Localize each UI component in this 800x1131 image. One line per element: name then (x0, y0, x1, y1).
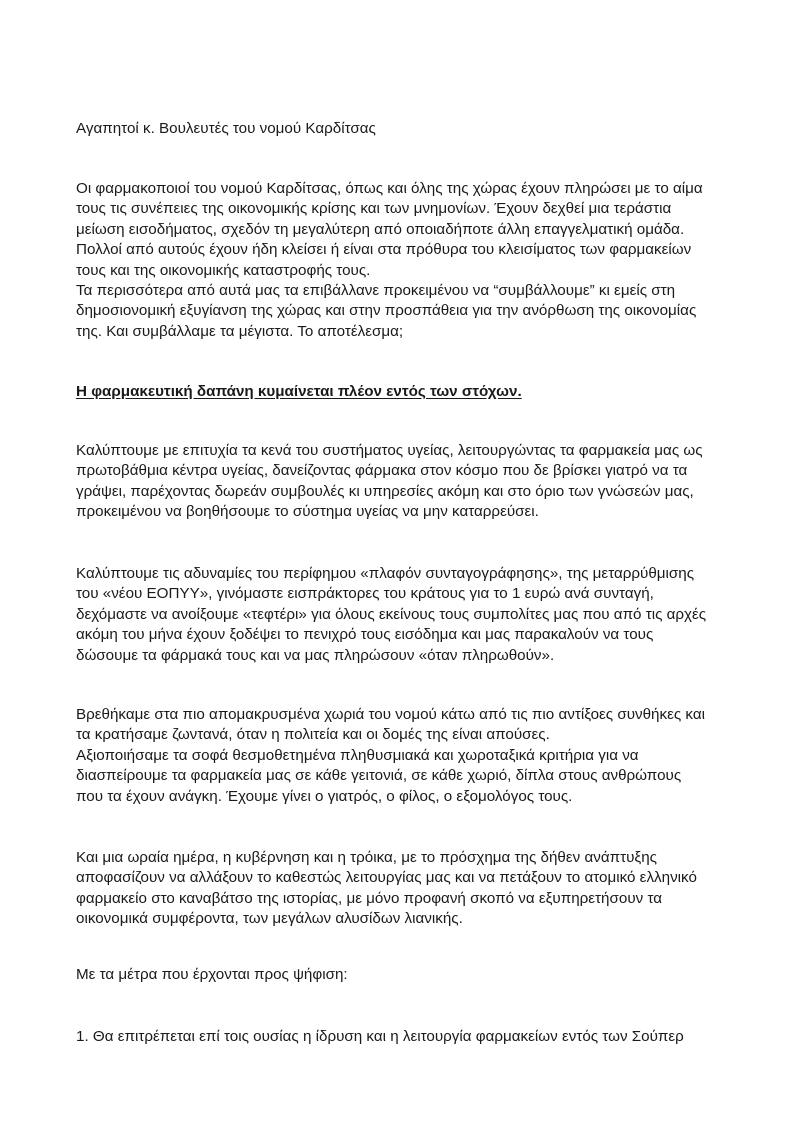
salutation: Αγαπητοί κ. Βουλευτές του νομού Καρδίτσας (76, 120, 376, 137)
paragraph-health-system: Καλύπτουμε με επιτυχία τα κενά του συστήματος υγείας, λειτουργώντας τα φαρμακεία μας ως πρωτοβάθμια κέντρα υγείας, δανείζοντας φάρμακα στον κόσμο που δε βρίσκει γιατρό να τα γράψει, παρέχοντας δωρεάν συμβουλές κι υπηρεσίες ακόμη και στο όριο των γνώσεών μας, προκειμένου να βοηθήσουμε το σύστημα υγείας να μην καταρρεύσει. (76, 442, 703, 521)
section-heading: Η φαρμακευτική δαπάνη κυμαίνεται πλέον εντός των στόχων. (76, 383, 522, 400)
intro-paragraph: Οι φαρμακοποιοί του νομού Καρδίτσας, όπως και όλης της χώρας έχουν πληρώσει με το αίμα τους τις συνέπειες της οικονομικής κρίσης και των μνημονίων. Έχουν δεχθεί μια τεράστια μείωση εισοδήματος, σχεδόν τη μεγαλύτερη από οποιαδήποτε άλλη επαγγελματική ομάδα. Πολλοί από αυτούς έχουν ήδη κλείσει ή είναι στα πρόθυρα του κλεισίματος των φαρμακείων τους και της οικονομικής καταστροφής τους. Τα περισσότερα από αυτά μας τα επιβάλλανε προκειμένου να “συμβάλλουμε” κι εμείς στη δημοσιονομική εξυγίανση της χώρας και στην προσπάθεια για την ανόρθωση της οικονομίας της. Και συμβάλλαμε τα μέγιστα. Το αποτέλεσμα; (76, 180, 703, 340)
measures-intro: Με τα μέτρα που έρχονται προς ψήφιση: (76, 966, 348, 983)
paragraph-government-decision: Και μια ωραία ημέρα, η κυβέρνηση και η τρόικα, με το πρόσχημα της δήθεν ανάπτυξης αποφασίζουν να αλλάξουν το καθεστώς λειτουργίας μας και να πετάξουν το ατομικό ελληνικό φαρμακείο στο καναβάτσο της ιστορίας, με μόνο προφανή σκοπό να εξυπηρετήσουν τα οικονομικά συμφέροντα, των μεγάλων αλυσίδων λιανικής. (76, 849, 697, 928)
measure-item-1: 1. Θα επιτρέπεται επί τοις ουσίας η ίδρυση και η λειτουργία φαρμακείων εντός των Σούπερ (76, 1028, 684, 1045)
paragraph-remote-villages: Βρεθήκαμε στα πιο απομακρυσμένα χωριά του νομού κάτω από τις πιο αντίξοες συνθήκες και τα κρατήσαμε ζωντανά, όταν η πολιτεία και οι δομές της είναι απούσες. Αξιοποιήσαμε τα σοφά θεσμοθετημένα πληθυσμιακά και χωροταξικά κριτήρια για να διασπείρουμε τα φαρμακεία μας σε κάθε γειτονιά, σε κάθε χωριό, δίπλα στους ανθρώπους που τα έχουν ανάγκη. Έχουμε γίνει ο γιατρός, ο φίλος, ο εξομολόγος τους. (76, 706, 705, 805)
paragraph-prescription-cap: Καλύπτουμε τις αδυναμίες του περίφημου «πλαφόν συνταγογράφησης», της μεταρρύθμισης του «νέου ΕΟΠΥΥ», γινόμαστε εισπράκτορες του κράτους για το 1 ευρώ ανά συνταγή, δεχόμαστε να ανοίξουμε «τεφτέρι» για όλους εκείνους τους συμπολίτες μας που από τις αρχές ακόμη του μήνα έχουν ξοδέψει το πενιχρό τους εισόδημα και μας παρακαλούν να τους δώσουμε τα φάρμακά τους και να μας πληρώσουν «όταν πληρωθούν». (76, 565, 707, 664)
